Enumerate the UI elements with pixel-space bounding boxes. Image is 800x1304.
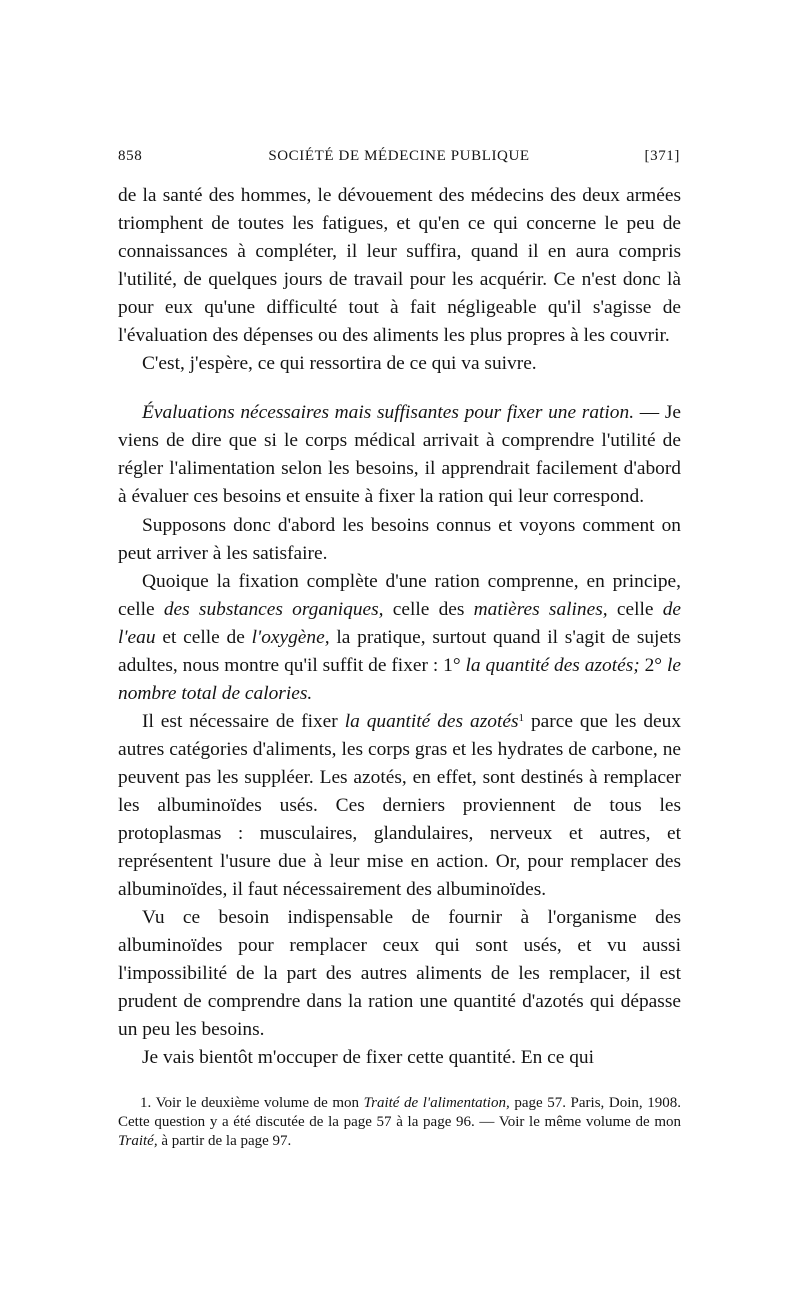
italic-term: de l'eau	[118, 598, 681, 648]
text-run: 2°	[639, 654, 667, 676]
chapter-reference: [371]	[644, 148, 680, 164]
paragraph	[118, 568, 681, 708]
paragraph: Supposons donc d'abord les besoins connus et voyons comment on peut arriver à les satisfaire.	[118, 514, 681, 564]
italic-title: Traité de l'alimentation,	[363, 1095, 510, 1111]
text-run: celle	[607, 598, 663, 620]
footnote	[118, 1094, 681, 1151]
text-run: à partir de la page 97.	[157, 1133, 292, 1149]
body-text	[118, 182, 681, 1072]
running-title: SOCIÉTÉ DE MÉDECINE PUBLIQUE	[268, 148, 530, 164]
page-number: 858	[118, 148, 143, 164]
section-paragraph	[118, 399, 681, 511]
text-run: et celle de	[155, 626, 252, 648]
italic-title: Traité,	[118, 1133, 158, 1149]
text-run: Quoique la fixation complète d'une ration comprenne, en principe, celle	[118, 570, 681, 620]
section-heading: Évaluations nécessaires mais suffisantes pour fixer une ration.	[142, 402, 635, 424]
running-head	[118, 148, 680, 172]
text-run: Il est nécessaire de fixer	[142, 710, 345, 732]
paragraph-continuation: de la santé des hommes, le dévouement des médecins des deux armées triomphent de toutes les fatigues, et qu'en ce qui concerne le peu de connaissances à compléter, il leur suffira, quand il en aura compris l'utilité, de quelques jours de travail pour les acquérir. Ce n'est donc là pour eux qu'une difficulté tout à fait négligeable qu'il s'agisse de l'évaluation des dépenses ou des aliments les plus propres à les couvrir.	[118, 185, 681, 347]
italic-term: des substances organiques,	[163, 598, 384, 620]
italic-term: matières salines,	[473, 598, 608, 620]
italic-term: la quantité des azotés	[344, 710, 519, 732]
paragraph-text: — Je viens de dire que si le corps médical arrivait à comprendre l'utilité de régler l'alimentation selon les besoins, il apprendrait facilement d'abord à évaluer ces besoins et ensuite à fixer la ration qui leur correspond.	[118, 402, 681, 508]
text-run: page 57. Paris, Doin, 1908. Cette question y a été discutée de la page 57 à la page 96. — Voir le même volume de mon	[118, 1095, 681, 1130]
italic-term: le nombre total de calories.	[118, 654, 681, 704]
paragraph: C'est, j'espère, ce qui ressortira de ce qui va suivre.	[142, 353, 537, 375]
footnote-text	[118, 1094, 681, 1151]
footnote-reference[interactable]: 1	[518, 711, 525, 724]
italic-term: l'oxygène,	[251, 626, 330, 648]
text-run: la pratique, surtout quand il s'agit de sujets adultes, nous montre qu'il suffit de fixer : 1°	[118, 626, 681, 676]
text-run: 1. Voir le deuxième volume de mon	[140, 1095, 364, 1111]
paragraph: Vu ce besoin indispensable de fournir à l'organisme des albuminoïdes pour remplacer ceux qui sont usés, et vu aussi l'impossibilité de la part des autres aliments de les remplacer, il est prudent de comprendre dans la ration une quantité d'azotés qui dépasse un peu les besoins.	[118, 907, 681, 1041]
paragraph: Je vais bientôt m'occuper de fixer cette quantité. En ce qui	[142, 1047, 594, 1069]
text-run: celle des	[383, 598, 474, 620]
text-run: parce que les deux autres catégories d'aliments, les corps gras et les hydrates de carbone, ne peuvent pas les suppléer. Les azotés, en effet, sont destinés à remplacer les albuminoïdes usés. Ces derniers proviennent de tous les protoplasmas : musculaires, glandulaires, nerveux et autres, et représentent l'usure due à leur mise en action. Or, pour remplacer des albuminoïdes, il faut nécessairement des albuminoïdes.	[118, 710, 682, 901]
paragraph	[118, 708, 681, 904]
italic-term: la quantité des azotés;	[465, 654, 640, 676]
